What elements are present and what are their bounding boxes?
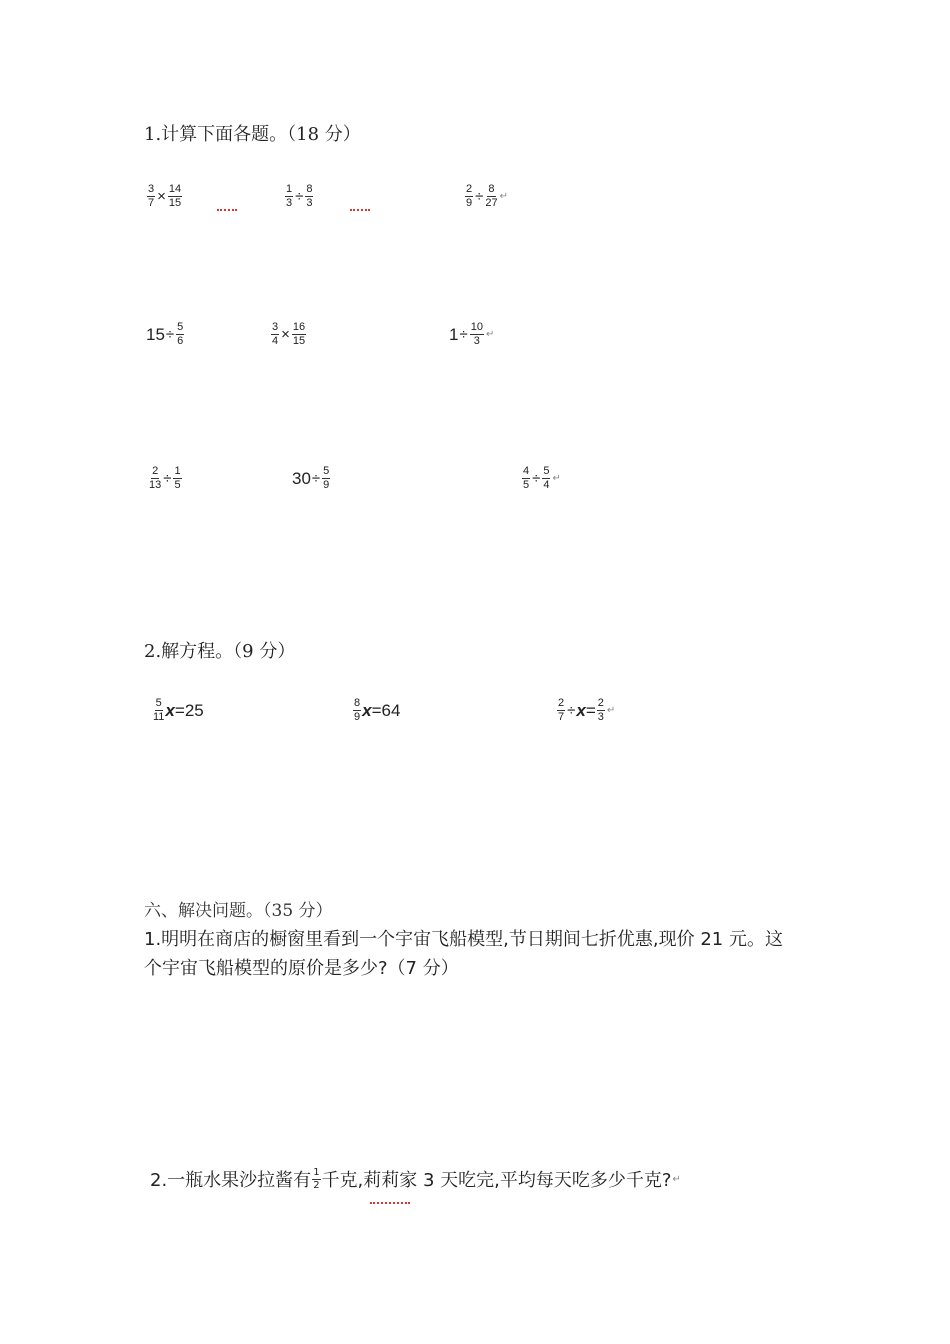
- fraction: $\frac{8}{27}$: [485, 183, 498, 209]
- fraction: $\frac{1}{3}$: [286, 183, 293, 209]
- part1-heading: 1.计算下面各题。（18 分）: [144, 124, 361, 145]
- equation-3: $\frac{2}{7}$ ÷ x = $\frac{2}{3}$ ↵: [558, 697, 616, 723]
- return-mark-icon: ↵: [485, 329, 495, 340]
- question-2: 2.一瓶水果沙拉酱有 $\frac{1}{2}$ 千克,莉莉家 3 天吃完,平均每天吃多少千克? ↵: [150, 1166, 681, 1191]
- calc-item-3-1: $\frac{2}{13}$ ÷ $\frac{1}{5}$: [149, 465, 181, 491]
- spellcheck-underline: [217, 205, 237, 211]
- spellcheck-underline: [350, 205, 370, 211]
- question-1-line1: 1.明明在商店的橱窗里看到一个宇宙飞船模型,节日期间七折优惠,现价 21 元。这: [144, 929, 783, 950]
- equation-2: $\frac{8}{9}$ x =64: [354, 697, 401, 723]
- fraction: $\frac{8}{3}$: [306, 183, 313, 209]
- fraction: $\frac{3}{7}$: [148, 183, 155, 209]
- question-1-line2: 个宇宙飞船模型的原价是多少?（7 分）: [144, 958, 459, 979]
- calc-item-1-1: $\frac{3}{7}$ × $\frac{14}{15}$: [148, 183, 182, 209]
- fraction: $\frac{3}{4}$: [272, 321, 279, 347]
- calc-item-3-2: 30 ÷ $\frac{5}{9}$: [292, 465, 330, 491]
- fraction: $\frac{5}{9}$: [323, 465, 330, 491]
- return-mark-icon: ↵: [552, 473, 561, 484]
- return-mark-icon: ↵: [606, 705, 616, 716]
- return-mark-icon: ↵: [672, 1173, 681, 1185]
- fraction: $\frac{2}{9}$: [466, 183, 473, 209]
- section6-heading: 六、解决问题。（35 分）: [144, 901, 333, 921]
- calc-item-1-3: $\frac{2}{9}$ ÷ $\frac{8}{27}$ ↵: [466, 183, 508, 209]
- spellcheck-underline: [370, 1198, 410, 1204]
- fraction: $\frac{10}{3}$: [470, 321, 483, 347]
- fraction: $\frac{2}{13}$: [149, 465, 162, 491]
- fraction: $\frac{5}{4}$: [543, 465, 550, 491]
- fraction: $\frac{2}{3}$: [597, 697, 604, 723]
- fraction: $\frac{5}{11}$: [153, 697, 165, 723]
- calc-item-2-1: 15 ÷ $\frac{5}{6}$: [146, 321, 184, 347]
- equation-1: $\frac{5}{11}$ x =25: [153, 697, 204, 723]
- fraction: $\frac{5}{6}$: [177, 321, 184, 347]
- calc-item-1-2: $\frac{1}{3}$ ÷ $\frac{8}{3}$: [286, 183, 313, 209]
- calc-item-3-3: $\frac{4}{5}$ ÷ $\frac{5}{4}$ ↵: [523, 465, 561, 491]
- return-mark-icon: ↵: [499, 191, 508, 202]
- fraction: $\frac{4}{5}$: [523, 465, 530, 491]
- fraction: $\frac{1}{2}$: [313, 1166, 320, 1191]
- fraction: $\frac{16}{15}$: [292, 321, 306, 347]
- part2-heading: 2.解方程。（9 分）: [144, 641, 296, 662]
- calc-item-2-3: 1 ÷ $\frac{10}{3}$ ↵: [449, 321, 495, 347]
- fraction: $\frac{1}{5}$: [174, 465, 181, 491]
- fraction: $\frac{14}{15}$: [168, 183, 182, 209]
- fraction: $\frac{8}{9}$: [354, 697, 361, 723]
- fraction: $\frac{2}{7}$: [558, 697, 565, 723]
- calc-item-2-2: $\frac{3}{4}$ × $\frac{16}{15}$: [272, 321, 306, 347]
